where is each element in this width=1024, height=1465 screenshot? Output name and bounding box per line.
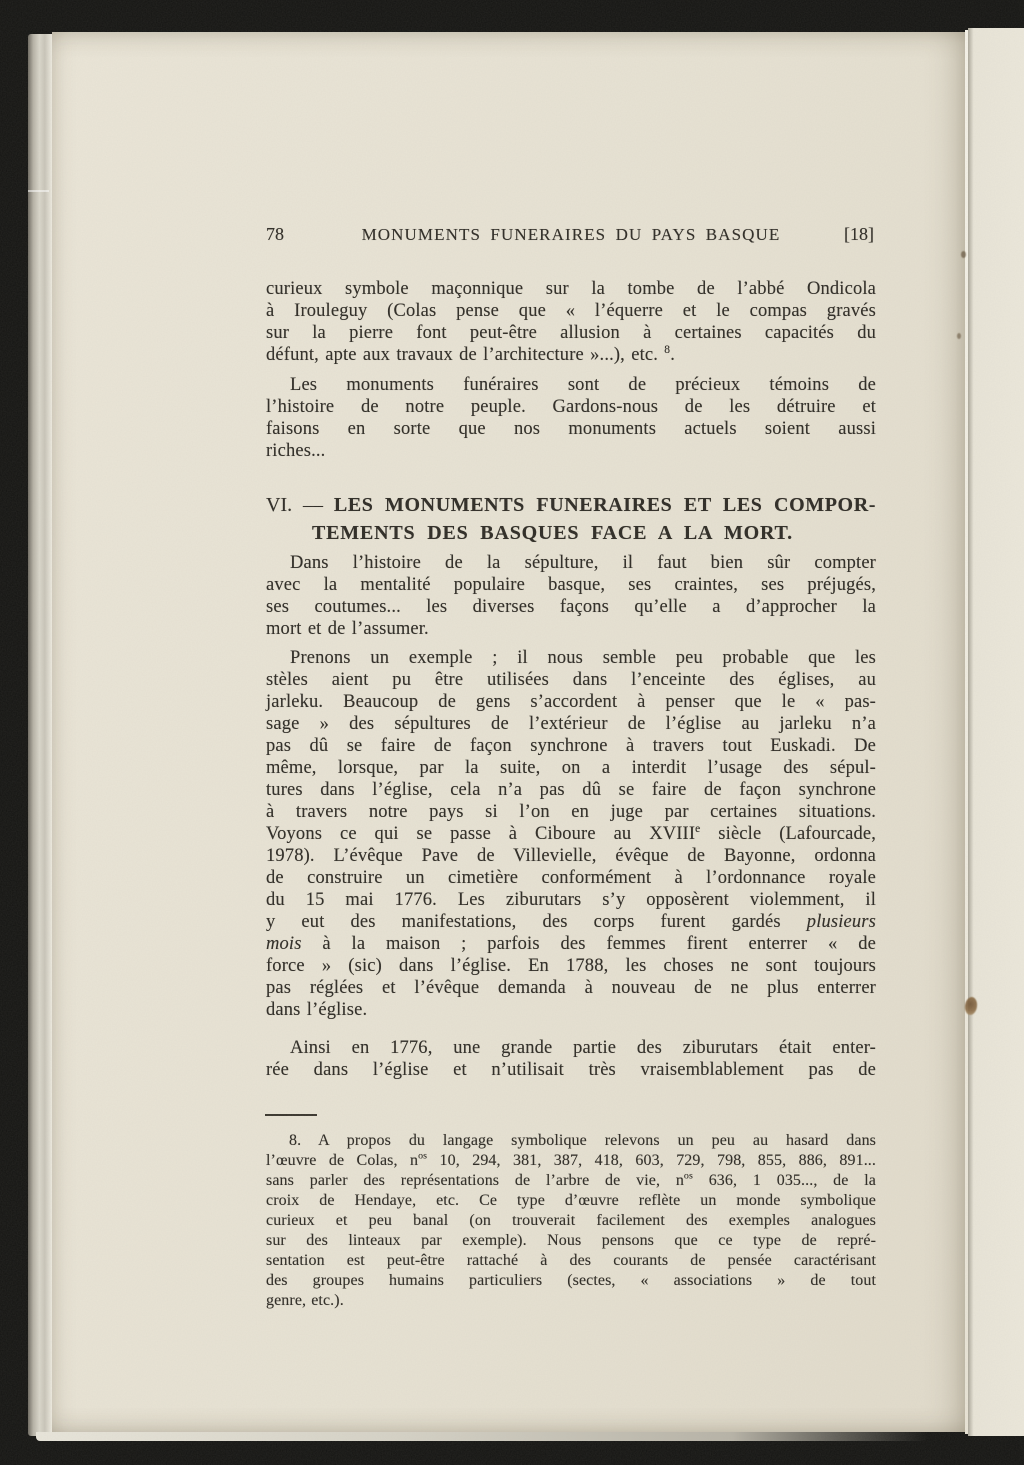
running-title: MONUMENTS FUNERAIRES DU PAYS BASQUE	[361, 225, 781, 244]
text-line: y eut des manifestations, des corps furent gardés plusieurs	[266, 912, 876, 932]
facing-page-edge	[968, 28, 1024, 1436]
text-line: force » (sic) dans l’église. En 1788, les choses ne sont toujours	[266, 956, 876, 976]
text-line: Prenons un exemple ; il nous semble peu probable que les	[290, 648, 876, 668]
page-edge-mark	[28, 190, 49, 192]
text-line: sur la pierre font peut-être allusion à certaines capacités du	[266, 323, 876, 343]
foxing-stain	[961, 251, 966, 258]
text-line: Les monuments funéraires sont de précieux témoins de	[290, 375, 876, 395]
section-heading-line-1	[266, 491, 876, 519]
paragraph-3	[266, 552, 876, 640]
section-number: VI. —	[266, 494, 334, 516]
text-line: curieux et peu banal (on trouverait facilement des exemples analogues	[266, 1212, 876, 1229]
text-line: curieux symbole maçonnique sur la tombe de l’abbé Ondicola	[266, 279, 876, 299]
text-line: 1978). L’évêque Pave de Villevielle, évêque de Bayonne, ordonna	[266, 846, 876, 866]
text-line: Dans l’histoire de la sépulture, il faut bien sûr compter	[290, 553, 876, 573]
page-stack-edge-left	[28, 34, 52, 1436]
issue-reference: [18]	[844, 224, 874, 244]
text-line: pas réglées et l’évêque demanda à nouveau de ne plus enterrer	[266, 978, 876, 998]
running-header	[266, 224, 876, 248]
text-line: Ainsi en 1776, une grande partie des ziburutars était enter-	[290, 1038, 876, 1058]
footnote-rule	[265, 1114, 317, 1116]
text-line: l’histoire de notre peuple. Gardons-nous de les détruire et	[266, 397, 876, 417]
text-line: sans parler des représentations de l’arbre de vie, $n^{os}$ 636, 1 035..., de la	[266, 1170, 876, 1189]
section-title-part-1: LES MONUMENTS FUNERAIRES ET LES COMPOR-	[333, 494, 876, 516]
paragraph-1	[266, 278, 876, 366]
text-line: même, lorsque, par la suite, on a interdit l’usage des sépul-	[266, 758, 876, 778]
text-line: riches...	[266, 441, 326, 461]
paragraph-2	[266, 374, 876, 462]
text-line: des groupes humains particuliers (sectes, « associations » de tout	[266, 1272, 876, 1289]
foxing-stain	[957, 333, 961, 339]
text-line: sentation est peut-être rattaché à des courants de pensée caractérisant	[266, 1252, 876, 1269]
text-line: rée dans l’église et n’utilisait très vraisemblablement pas de	[266, 1060, 876, 1080]
page-stack-edge-bottom	[36, 1432, 928, 1441]
text-line: faisons en sorte que nos monuments actuels soient aussi	[266, 419, 876, 439]
text-line: 8. A propos du langage symbolique relevons un peu au hasard dans	[289, 1132, 876, 1149]
section-title-part-2: TEMENTS DES BASQUES FACE A LA MORT.	[312, 522, 793, 544]
text-line: du 15 mai 1776. Les ziburutars s’y opposèrent violemment, il	[266, 890, 876, 910]
text-line: croix de Hendaye, etc. Ce type d’œuvre reflète un monde symbolique	[266, 1192, 876, 1209]
section-heading	[266, 491, 876, 547]
text-line: tures dans l’église, cela n’a pas dû se faire de façon synchrone	[266, 780, 876, 800]
text-line: sage » des sépultures de l’extérieur de l’église au jarleku n’a	[266, 714, 876, 734]
footnote-8	[266, 1131, 876, 1311]
gutter-crease	[965, 30, 968, 1434]
text-line: sur des linteaux par exemple). Nous pensons que ce type de repré-	[266, 1232, 876, 1249]
text-line: à travers notre pays si l’on en juge par certaines situations.	[266, 802, 876, 822]
text-line: de construire un cimetière conformément à l’ordonnance royale	[266, 868, 876, 888]
text-line: dans l’église.	[266, 1000, 368, 1020]
paragraph-4	[266, 647, 876, 1021]
book-page	[52, 32, 968, 1432]
text-line: mort et de l’assumer.	[266, 619, 429, 639]
text-line: ses coutumes... les diverses façons qu’elle a d’approcher la	[266, 597, 876, 617]
text-line: jarleku. Beaucoup de gens s’accordent à penser que le « pas-	[266, 692, 876, 712]
text-line: Voyons ce qui se passe à Ciboure au XVIIIe siècle (Lafourcade,	[266, 822, 876, 844]
text-line: genre, etc.).	[266, 1292, 344, 1309]
text-line: l’œuvre de Colas, $n^{os}$ 10, 294, 381, 387, 418, 603, 729, 798, 855, 886, 891...	[266, 1150, 876, 1169]
text-line: avec la mentalité populaire basque, ses craintes, ses préjugés,	[266, 575, 876, 595]
page-number: 78	[266, 224, 284, 244]
text-line: pas dû se faire de façon synchrone à travers tout Euskadi. De	[266, 736, 876, 756]
text-line: stèles aient pu être utilisées dans l’enceinte des églises, au	[266, 670, 876, 690]
text-line: défunt, apte aux travaux de l’architecture »...), etc. $^8$.	[266, 343, 675, 365]
text-line: mois à la maison ; parfois des femmes firent enterrer « de	[266, 934, 876, 954]
paragraph-5	[266, 1037, 876, 1081]
text-line: à Irouleguy (Colas pense que « l’équerre et le compas gravés	[266, 301, 876, 321]
